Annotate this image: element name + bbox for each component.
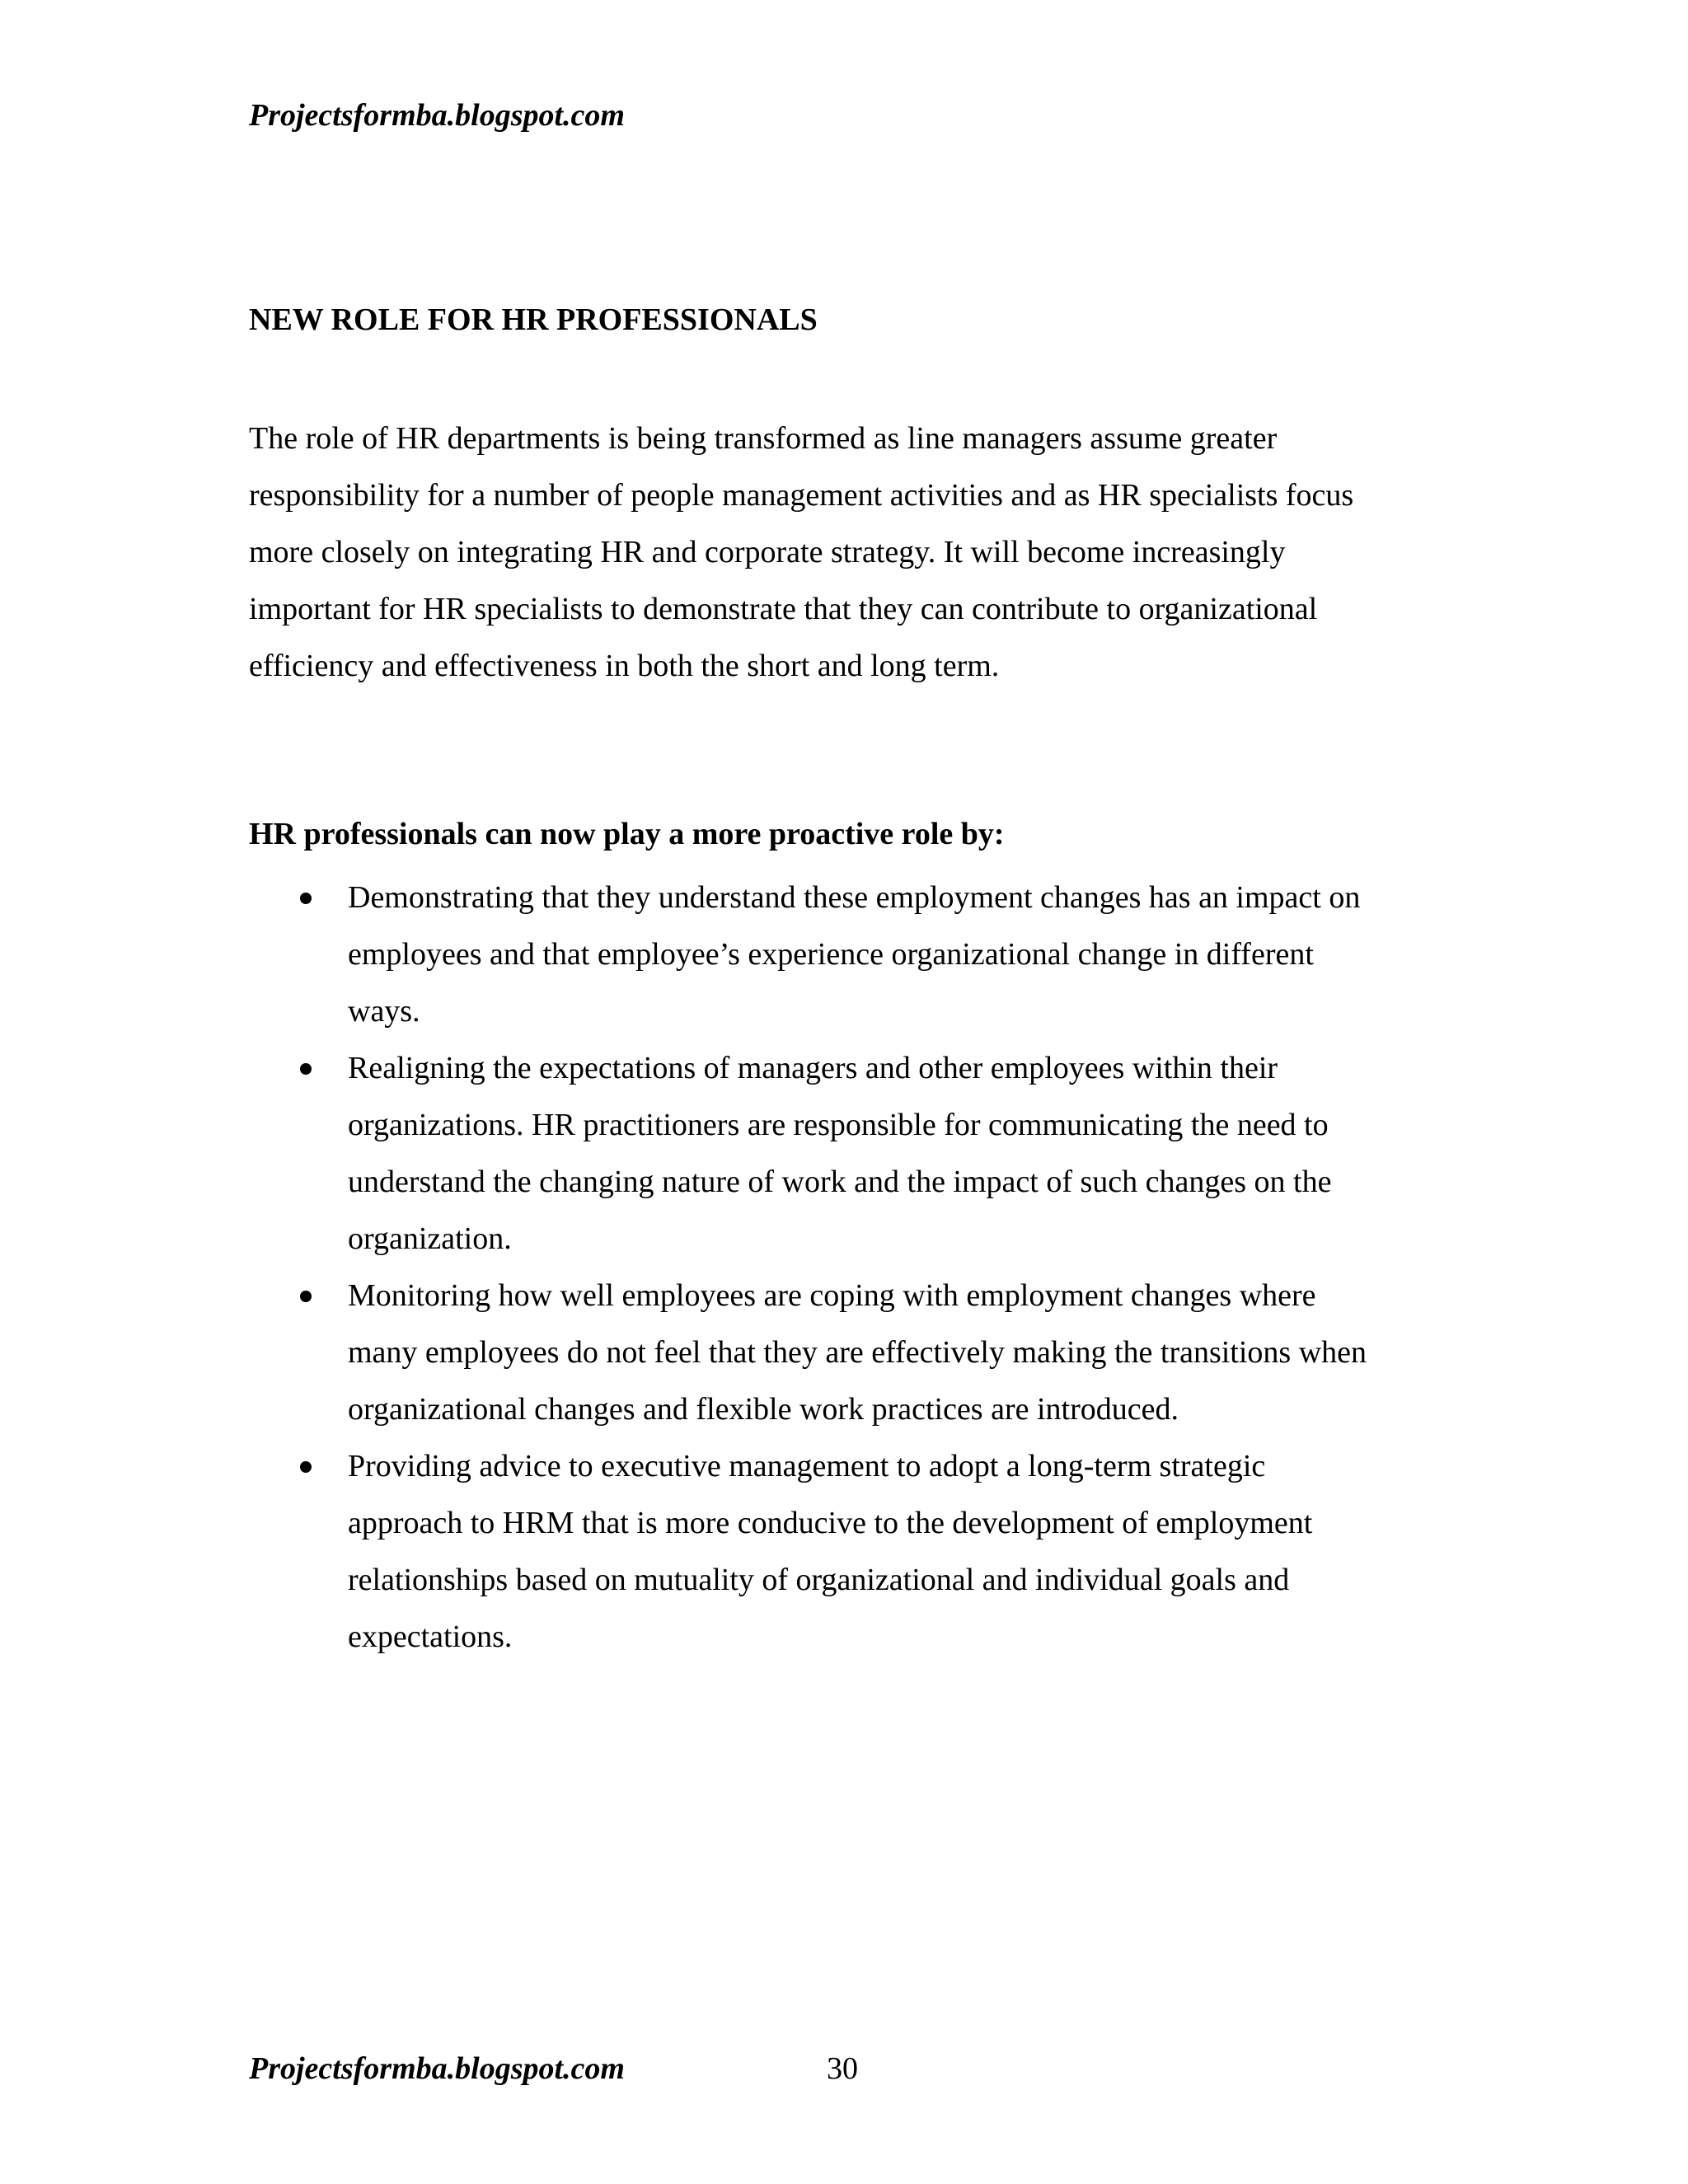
header-site-name: Projectsformba.blogspot.com <box>249 98 625 133</box>
page-number: 30 <box>827 2051 858 2086</box>
list-item <box>249 1040 1452 1268</box>
list-item-line: expectations. <box>348 1619 513 1654</box>
intro-line: The role of HR departments is being transformed as line managers assume greater <box>249 421 1278 456</box>
intro-line: more closely on integrating HR and corporate strategy. It will become increasingly <box>249 535 1286 569</box>
bullet-icon <box>300 893 312 904</box>
footer-site-name: Projectsformba.blogspot.com <box>249 2051 625 2086</box>
list-item-line: ways. <box>348 994 420 1029</box>
list-item-line: relationships based on mutuality of organizational and individual goals and <box>348 1563 1290 1597</box>
list-item-line: organizational changes and flexible work practices are introduced. <box>348 1392 1179 1427</box>
list-item <box>249 1438 1452 1666</box>
intro-line: responsibility for a number of people management activities and as HR specialists focus <box>249 478 1354 513</box>
bullet-icon <box>300 1291 312 1302</box>
intro-line: important for HR specialists to demonstrate that they can contribute to organizational <box>249 592 1318 626</box>
list-item-line: Providing advice to executive management to adopt a long-term strategic <box>348 1449 1266 1483</box>
bullet-icon <box>300 1461 312 1473</box>
list-item-line: organizations. HR practitioners are responsible for communicating the need to <box>348 1108 1329 1142</box>
list-item-line: approach to HRM that is more conducive to the development of employment <box>348 1506 1313 1540</box>
list-item-line: employees and that employee’s experience organizational change in different <box>348 937 1314 972</box>
list-item-line: Demonstrating that they understand these employment changes has an impact on <box>348 880 1361 915</box>
list-item-line: Monitoring how well employees are coping with employment changes where <box>348 1278 1316 1313</box>
list-item-line: organization. <box>348 1221 512 1256</box>
list-item-line: understand the changing nature of work and the impact of such changes on the <box>348 1165 1332 1199</box>
list-heading: HR professionals can now play a more proactive role by: <box>249 817 1005 851</box>
list-item-line: many employees do not feel that they are effectively making the transitions when <box>348 1335 1367 1370</box>
intro-paragraph <box>249 410 1452 695</box>
intro-line: efficiency and effectiveness in both the short and long term. <box>249 649 1000 683</box>
section-title: NEW ROLE FOR HR PROFESSIONALS <box>249 302 818 337</box>
list-item <box>249 1268 1452 1438</box>
list-item <box>249 869 1452 1040</box>
list-item-line: Realigning the expectations of managers and other employees within their <box>348 1051 1278 1085</box>
bullet-icon <box>300 1063 312 1075</box>
bullet-list <box>249 869 1452 1666</box>
